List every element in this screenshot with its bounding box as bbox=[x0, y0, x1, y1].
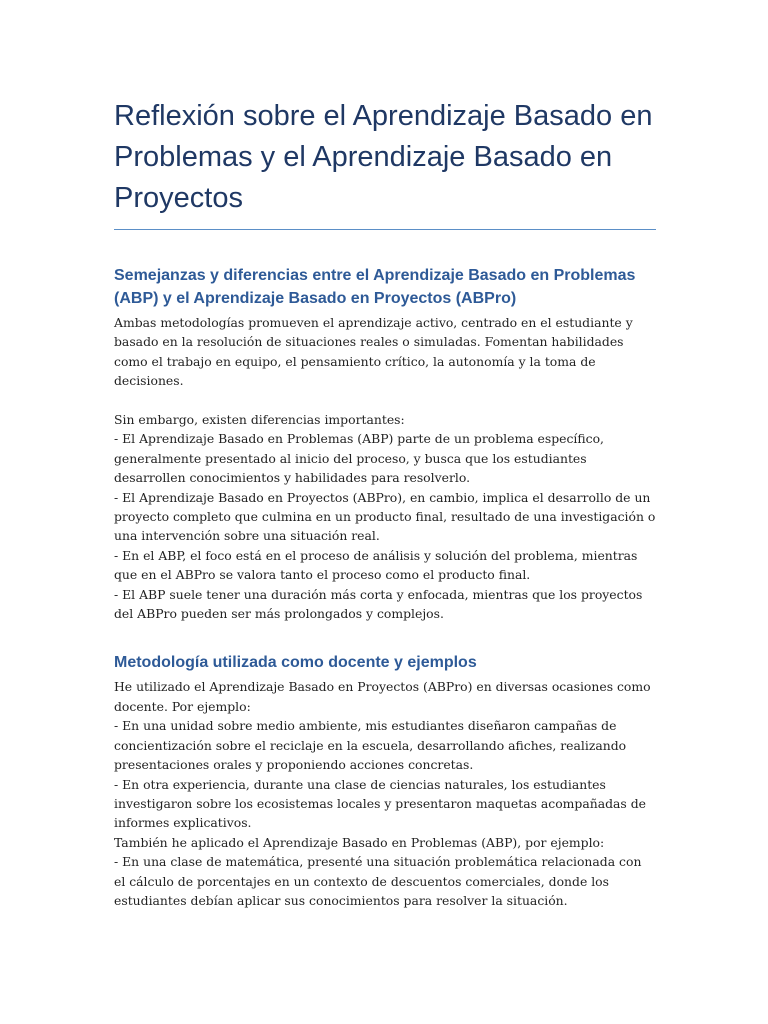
paragraph-abpro-usage: He utilizado el Aprendizaje Basado en Proyectos (ABPro) en diversas ocasiones como docente. Por ejemplo: bbox=[114, 679, 651, 714]
document-page bbox=[114, 96, 656, 910]
paragraph-abp-usage: También he aplicado el Aprendizaje Basado en Problemas (ABP), por ejemplo: bbox=[114, 834, 605, 850]
paragraph-spacer bbox=[114, 391, 656, 410]
title-underline-divider bbox=[114, 229, 656, 230]
list-item-ecosystems-example: - En otra experiencia, durante una clase de ciencias naturales, los estudiantes investigaron sobre los ecosistemas locales y presentaron maquetas acompañadas de informes explicativos. bbox=[114, 776, 646, 831]
section-similarities-differences bbox=[114, 264, 656, 623]
list-item-environment-example: - En una unidad sobre medio ambiente, mis estudiantes diseñaron campañas de concientización sobre el reciclaje en la escuela, desarrollando afiches, realizando presentaciones orales y proponiendo acciones concretas. bbox=[114, 718, 627, 773]
paragraph-differences-intro: Sin embargo, existen diferencias importantes: bbox=[114, 412, 405, 428]
section-methodology-examples bbox=[114, 651, 656, 910]
section-heading-similarities: Semejanzas y diferencias entre el Aprendizaje Basado en Problemas (ABP) y el Aprendizaje Basado en Proyectos (ABPro) bbox=[114, 267, 636, 307]
list-item-abpro-definition: - El Aprendizaje Basado en Proyectos (ABPro), en cambio, implica el desarrollo de un proyecto completo que culmina en un producto final, resultado de una investigación o una intervención sobre una situación real. bbox=[114, 489, 656, 544]
list-item-duration-comparison: - El ABP suele tener una duración más corta y enfocada, mientras que los proyectos del ABPro pueden ser más prolongados y complejos. bbox=[114, 586, 643, 622]
list-item-abp-definition: - El Aprendizaje Basado en Problemas (ABP) parte de un problema específico, generalmente presentado al inicio del proceso, y busca que los estudiantes desarrollen conocimientos y habilidades para resolverlo. bbox=[114, 431, 604, 486]
paragraph-common-traits: Ambas metodologías promueven el aprendizaje activo, centrado en el estudiante y basado en la resolución de situaciones reales o simuladas. Fomentan habilidades como el trabajo en equipo, el pensamiento crítico, la autonomía y la toma de decisiones. bbox=[114, 315, 633, 389]
section-heading-methodology: Metodología utilizada como docente y ejemplos bbox=[114, 654, 477, 672]
list-item-math-example: - En una clase de matemática, presenté una situación problemática relacionada con el cálculo de porcentajes en un contexto de descuentos comerciales, donde los estudiantes debían aplicar sus conocimientos para resolver la situación. bbox=[114, 854, 642, 908]
list-item-focus-comparison: - En el ABP, el foco está en el proceso de análisis y solución del problema, mientras que en el ABPro se valora tanto el proceso como el producto final. bbox=[114, 547, 638, 583]
document-title: Reflexión sobre el Aprendizaje Basado en Problemas y el Aprendizaje Basado en Proyectos bbox=[114, 100, 653, 214]
